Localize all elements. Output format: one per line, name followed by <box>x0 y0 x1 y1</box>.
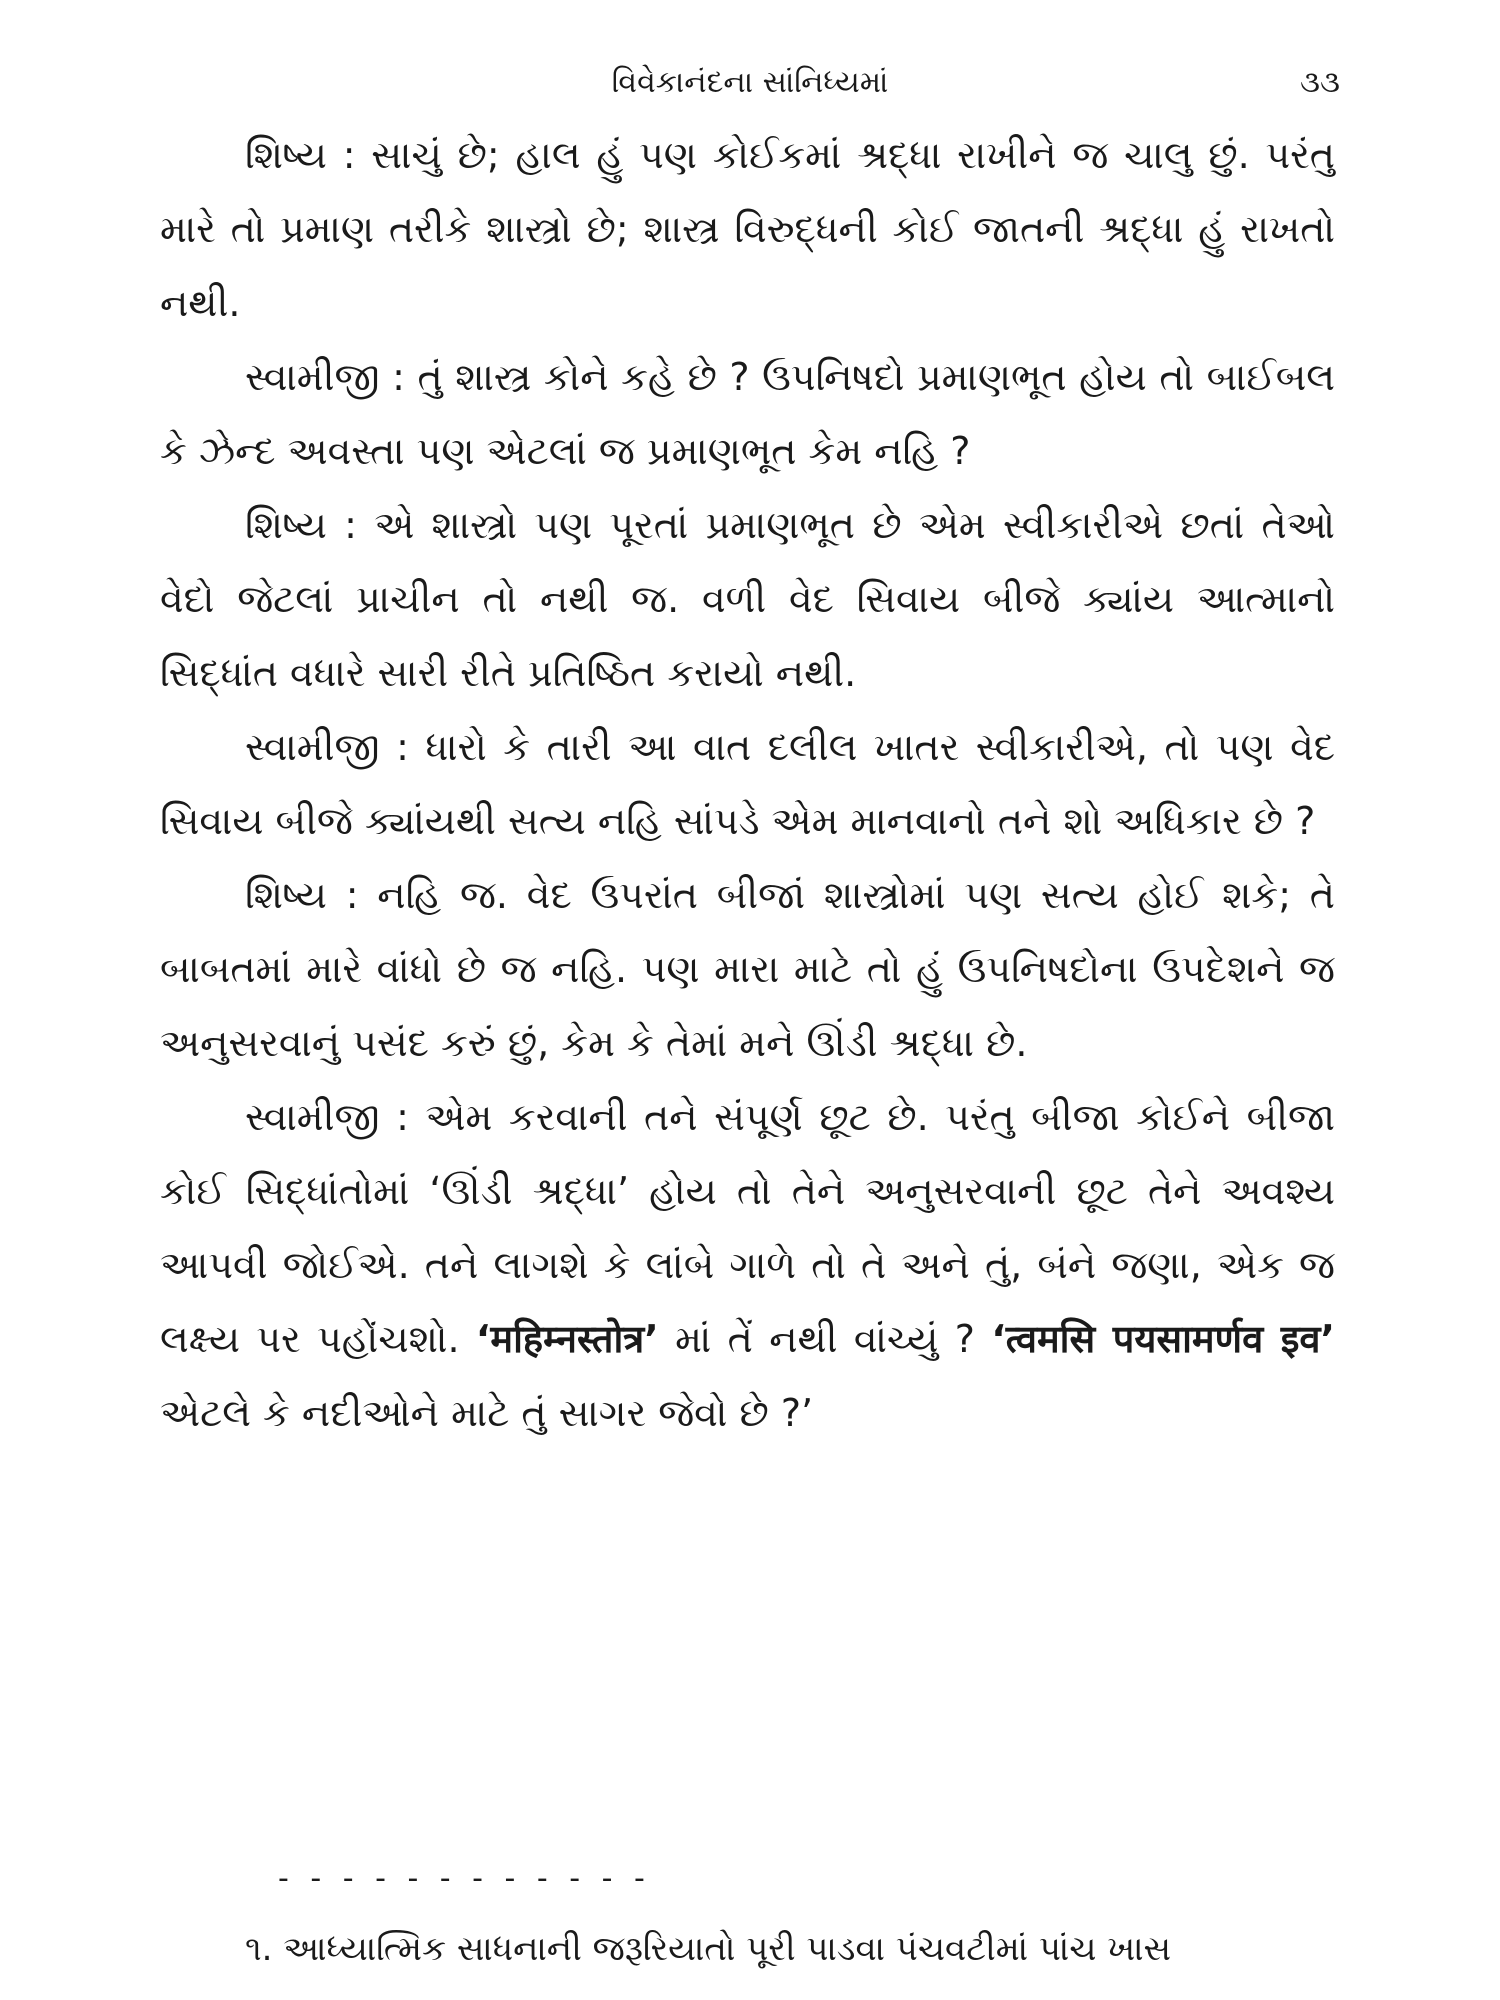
speaker-label: શિષ્ય <box>245 873 327 917</box>
sanskrit-verse-quote: ‘त्वमसि पयसामर्णव इव’ <box>991 1317 1335 1361</box>
dialogue-paragraph <box>160 710 1335 858</box>
paragraph-text: : ધારો કે તારી આ વાત દલીલ ખાતર સ્વીકારીએ, તો પણ વેદ સિવાય બીજે ક્યાંયથી સત્ય નહિ સાંપડે એમ માનવાનો તને શો અધિકાર છે ? <box>160 725 1335 843</box>
running-title: વિવેકાનંદના સાંનિધ્યમાં <box>611 65 889 100</box>
page-number: ૩૩ <box>1300 65 1340 100</box>
dialogue-paragraph <box>160 488 1335 710</box>
speaker-label: શિષ્ય <box>245 503 327 547</box>
paragraph-text-mid: માં તેં નથી વાંચ્યું ? <box>658 1317 992 1361</box>
body-text <box>160 118 1335 1450</box>
dialogue-paragraph <box>160 340 1335 488</box>
sanskrit-title-quote: ‘महिम्नस्तोत्र’ <box>475 1317 659 1361</box>
speaker-label: શિષ્ય <box>245 133 327 177</box>
speaker-label: સ્વામીજી <box>245 725 380 769</box>
paragraph-text: : એ શાસ્ત્રો પણ પૂરતાં પ્રમાણભૂત છે એમ સ્વીકારીએ છતાં તેઓ વેદો જેટલાં પ્રાચીન તો નથી જ. વળી વેદ સિવાય બીજે ક્યાંય આત્માનો સિદ્ધાંત વધારે સારી રીતે પ્રતિષ્ઠિત કરાયો નથી. <box>160 503 1335 695</box>
paragraph-text: : નહિ જ. વેદ ઉપરાંત બીજાં શાસ્ત્રોમાં પણ સત્ય હોઈ શકે; તે બાબતમાં મારે વાંધો છે જ નહિ. પણ મારા માટે તો હું ઉપનિષદોના ઉપદેશને જ અનુસરવાનું પસંદ કરું છું, કેમ કે તેમાં મને ઊંડી શ્રદ્ધા છે. <box>160 873 1335 1065</box>
speaker-label: સ્વામીજી <box>245 1095 380 1139</box>
footnote-separator: - - - - - - - - - - - - <box>278 1861 651 1896</box>
dialogue-paragraph <box>160 118 1335 340</box>
running-header <box>0 58 1500 108</box>
paragraph-text-tail: એટલે કે નદીઓને માટે તું સાગર જેવો છે ?’ <box>160 1391 814 1435</box>
dialogue-paragraph <box>160 858 1335 1080</box>
paragraph-text: : તું શાસ્ત્ર કોને કહે છે ? ઉપનિષદો પ્રમાણભૂત હોય તો બાઈબલ કે ઝેન્દ અવસ્તા પણ એટલાં જ પ્રમાણભૂત કેમ નહિ ? <box>160 355 1335 473</box>
speaker-label: સ્વામીજી <box>245 355 380 399</box>
dialogue-paragraph <box>160 1080 1335 1450</box>
paragraph-text: : એમ કરવાની તને સંપૂર્ણ છૂટ છે. પરંતુ બીજા કોઈને બીજા કોઈ સિદ્ધાંતોમાં ‘ઊંડી શ્રદ્ધા’ હોય તો તેને અનુસરવાની છૂટ તેને અવશ્ય આપવી જોઈએ. તને લાગશે કે લાંબે ગાળે તો તે અને તું, બંને જણા, એક જ લક્ષ્ય પર પહોંચશો. <box>160 1095 1335 1361</box>
paragraph-text: : સાચું છે; હાલ હું પણ કોઈકમાં શ્રદ્ધા રાખીને જ ચાલુ છું. પરંતુ મારે તો પ્રમાણ તરીકે શાસ્ત્રો છે; શાસ્ત્ર વિરુદ્ધની કોઈ જાતની શ્રદ્ધા હું રાખતો નથી. <box>160 133 1335 325</box>
footnote-text: ૧. આધ્યાત્મિક સાધનાની જરૂરિયાતો પૂરી પાડવા પંચવટીમાં પાંચ ખાસ <box>245 1929 1172 1969</box>
